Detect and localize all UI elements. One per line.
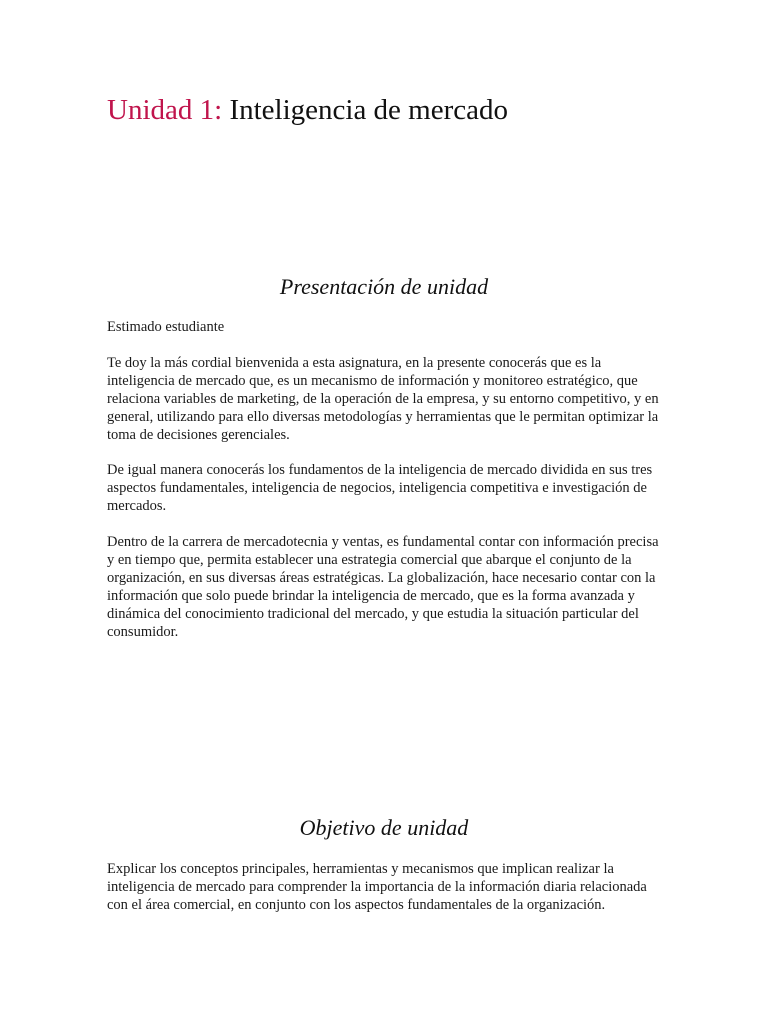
presentation-paragraph-fundamentals: De igual manera conocerás los fundamentos de la inteligencia de mercado dividida en sus tres aspectos fundamentales, inteligencia de negocios, inteligencia competitiva e investigación de mercados. xyxy=(107,462,653,514)
objective-heading: Objetivo de unidad xyxy=(299,815,469,840)
objective-text: Explicar los conceptos principales, herramientas y mecanismos que implican realizar la inteligencia de mercado para comprender la importancia de la información diaria relacionada con el área comercial, en conjunto con los aspectos fundamentales de la organización. xyxy=(107,861,647,913)
unit-name: Inteligencia de mercado xyxy=(229,94,509,126)
presentation-paragraph-welcome: Te doy la más cordial bienvenida a esta asignatura, en la presente conocerás que es la inteligencia de mercado que, es un mecanismo de información y monitoreo estratégico, que relaciona variables de marketing, de la operación de la empresa, y su entorno competitivo, y en general, utilizando para ello diversas metodologías y herramientas que le permitan optimizar la toma de decisiones gerenciales. xyxy=(107,355,659,443)
presentation-paragraph-career: Dentro de la carrera de mercadotecnia y ventas, es fundamental contar con información precisa y en tiempo que, permita establecer una estrategia comercial que abarque el conjunto de la organización, en sus diversas áreas estratégicas. La globalización, hace necesario contar con la información que solo puede brindar la inteligencia de mercado, que es la forma avanzada y dinámica del conocimiento tradicional del mercado, y que estudia la situación particular del consumidor. xyxy=(107,534,659,640)
unit-number: Unidad 1: xyxy=(107,94,223,126)
presentation-heading: Presentación de unidad xyxy=(279,274,489,299)
unit-title xyxy=(107,90,508,130)
greeting: Estimado estudiante xyxy=(107,319,225,335)
